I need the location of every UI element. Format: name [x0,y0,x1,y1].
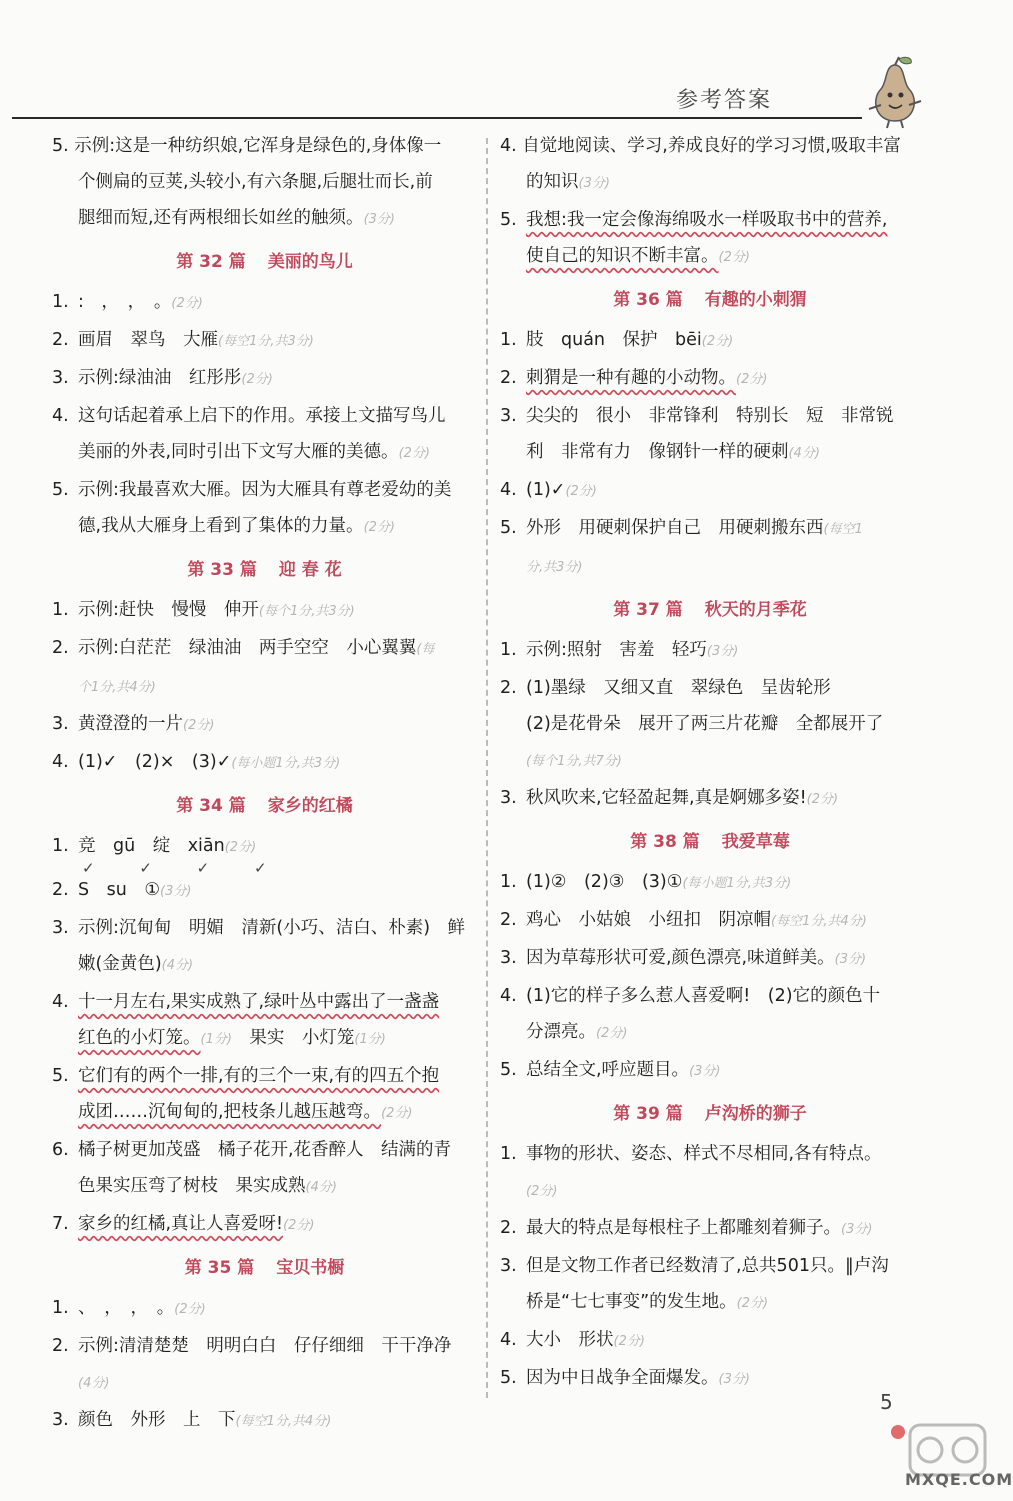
answer-line: 分漂亮。(2分) [526,1022,628,1042]
right-column [500,128,920,1398]
answer-item: 5. 示例:这是一种纺织娘,它浑身是绿色的,身体像一 [52,136,442,156]
answer-item: 2. 示例:清清楚楚 明明白白 仔仔细细 干干净净 [52,1336,452,1356]
answer-line: 德,我从大雁身上看到了集体的力量。(2分) [78,516,395,536]
header-title: 参考答案 [676,88,773,113]
answer-item: 2. (1)墨绿 又细又直 翠绿色 呈齿轮形 [500,678,831,698]
answer-item: 2. 示例:白茫茫 绿油油 两手空空 小心翼翼(每 [52,638,435,658]
answer-item: 3. 示例:沉甸甸 明媚 清新(小巧、洁白、朴素) 鲜 [52,918,466,938]
answer-item: 4. 这句话起着承上启下的作用。承接上文描写鸟儿 [52,406,446,426]
answer-item: 4. (1)✓(2分) [500,480,597,500]
answer-item: 2. 画眉 翠鸟 大雁(每空1分,共3分) [52,330,314,350]
answer-item: 1. 示例:照射 害羞 轻巧(3分) [500,640,739,660]
answer-line: 成团……沉甸甸的,把枝条儿越压越弯。(2分) [78,1102,413,1122]
answer-item: 1. 、 ， ， 。(2分) [52,1298,206,1318]
answer-line: 嫩(金黄色)(4分) [78,954,194,974]
column-divider [486,138,488,1398]
answer-item: 1. 肢 quán 保护 bēi(2分) [500,330,734,350]
answer-item: 5. 总结全文,呼应题目。(3分) [500,1060,721,1080]
answer-line: 个1分,共4分) [78,680,156,695]
watermark-text: MXQE.COM [905,1470,1013,1489]
answer-item: 4. 自觉地阅读、学习,养成良好的学习习惯,吸取丰富 [500,136,901,156]
answer-line: 美丽的外表,同时引出下文写大雁的美德。(2分) [78,442,430,462]
answer-line: 红色的小灯笼。(1分) 果实 小灯笼(1分) [78,1028,386,1048]
answer-item: 5. 外形 用硬刺保护自己 用硬刺搬东西(每空1 [500,518,863,538]
score-note: (3分) [363,212,395,227]
answer-item: 2. 鸡心 小姑娘 小纽扣 阴凉帽(每空1分,共4分) [500,910,867,930]
answer-item: 2. 刺猬是一种有趣的小动物。(2分) [500,368,768,388]
answer-item: 7. 家乡的红橘,真让人喜爱呀!(2分) [52,1214,315,1234]
answer-item: 4. 大小 形状(2分) [500,1330,645,1350]
answer-line: 桥是“七七事变”的发生地。(2分) [526,1292,769,1312]
answer-line: 色果实压弯了树枝 果实成熟(4分) [78,1176,337,1196]
answer-item: 3. 黄澄澄的一片(2分) [52,714,215,734]
answer-item: 2. 最大的特点是每根柱子上都雕刻着狮子。(3分) [500,1218,873,1238]
answer-item: 3. 尖尖的 很小 非常锋利 特别长 短 非常锐 [500,406,894,426]
answer-item: 5. 我想:我一定会像海绵吸水一样吸取书中的营养, [500,210,888,230]
section-heading-35: 第 35 篇 宝贝书橱 [184,1258,345,1278]
answer-item: 6. 橘子树更加茂盛 橘子花开,花香醉人 结满的青 [52,1140,452,1160]
answer-item: 3. 因为草莓形状可爱,颜色漂亮,味道鲜美。(3分) [500,948,867,968]
answer-item: 5. 示例:我最喜欢大雁。因为大雁具有尊老爱幼的美 [52,480,452,500]
pear-mascot-icon [855,55,935,130]
answer-line: (2)是花骨朵 展开了两三片花瓣 全都展开了 [526,714,884,734]
section-heading-37: 第 37 篇 秋天的月季花 [613,600,807,620]
section-heading-33: 第 33 篇 迎 春 花 [187,560,342,580]
answer-item: 1. (1)② (2)③ (3)①(每小题1分,共3分) [500,872,792,892]
answer-line: (每个1分,共7分) [526,754,622,769]
answer-item: 5. 因为中日战争全面爆发。(3分) [500,1368,750,1388]
answer-item: 1. 示例:赶快 慢慢 伸开(每个1分,共3分) [52,600,355,620]
page-number: 5 [880,1390,893,1414]
answer-item: 4. (1)✓ (2)× (3)✓(每小题1分,共3分) [52,752,341,772]
section-heading-38: 第 38 篇 我爱草莓 [630,832,790,852]
answer-item: 1. : ， ， 。(2分) [52,292,203,312]
header-rule [12,117,862,119]
section-heading-32: 第 32 篇 美丽的鸟儿 [176,252,353,272]
answer-line: 使自己的知识不断丰富。(2分) [526,246,750,266]
answer-item: 4. (1)它的样子多么惹人喜爱啊! (2)它的颜色十 [500,986,881,1006]
answer-item: 3. 示例:绿油油 红彤彤(2分) [52,368,273,388]
answer-item: 1. 竞 gū 绽 xiān(2分) ✓ ✓ ✓ ✓ [52,828,477,872]
answer-item: 4. 十一月左右,果实成熟了,绿叶丛中露出了一盏盏 [52,992,440,1012]
answer-line: (2分) [526,1184,558,1199]
answer-line: 利 非常有力 像钢针一样的硬刺(4分) [526,442,820,462]
section-heading-36: 第 36 篇 有趣的小刺猬 [613,290,807,310]
answer-item: 2. S su ①(3分) [52,880,192,900]
answer-item: 3. 颜色 外形 上 下(每空1分,共4分) [52,1410,332,1430]
answer-item: 3. 秋风吹来,它轻盈起舞,真是婀娜多姿!(2分) [500,788,839,808]
answer-line: 的知识(3分) [526,172,610,192]
answer-line: 腿细而短,还有两根细长如丝的触须。(3分) [78,208,395,228]
section-heading-34: 第 34 篇 家乡的红橘 [176,796,353,816]
answer-item: 5. 它们有的两个一排,有的三个一束,有的四五个抱 [52,1066,440,1086]
answer-line: 个侧扁的豆荚,头较小,有六条腿,后腿壮而长,前 [78,172,433,192]
answer-item: 1. 事物的形状、姿态、样式不尽相同,各有特点。 [500,1144,882,1164]
answer-item: 3. 但是文物工作者已经数清了,总共501只。‖卢沟 [500,1256,889,1276]
tick-marks: ✓ ✓ ✓ ✓ [82,859,287,877]
section-heading-39: 第 39 篇 卢沟桥的狮子 [613,1104,807,1124]
answer-line: (4分) [78,1376,110,1391]
left-column [52,128,477,1440]
answer-line: 分,共3分) [526,560,583,575]
